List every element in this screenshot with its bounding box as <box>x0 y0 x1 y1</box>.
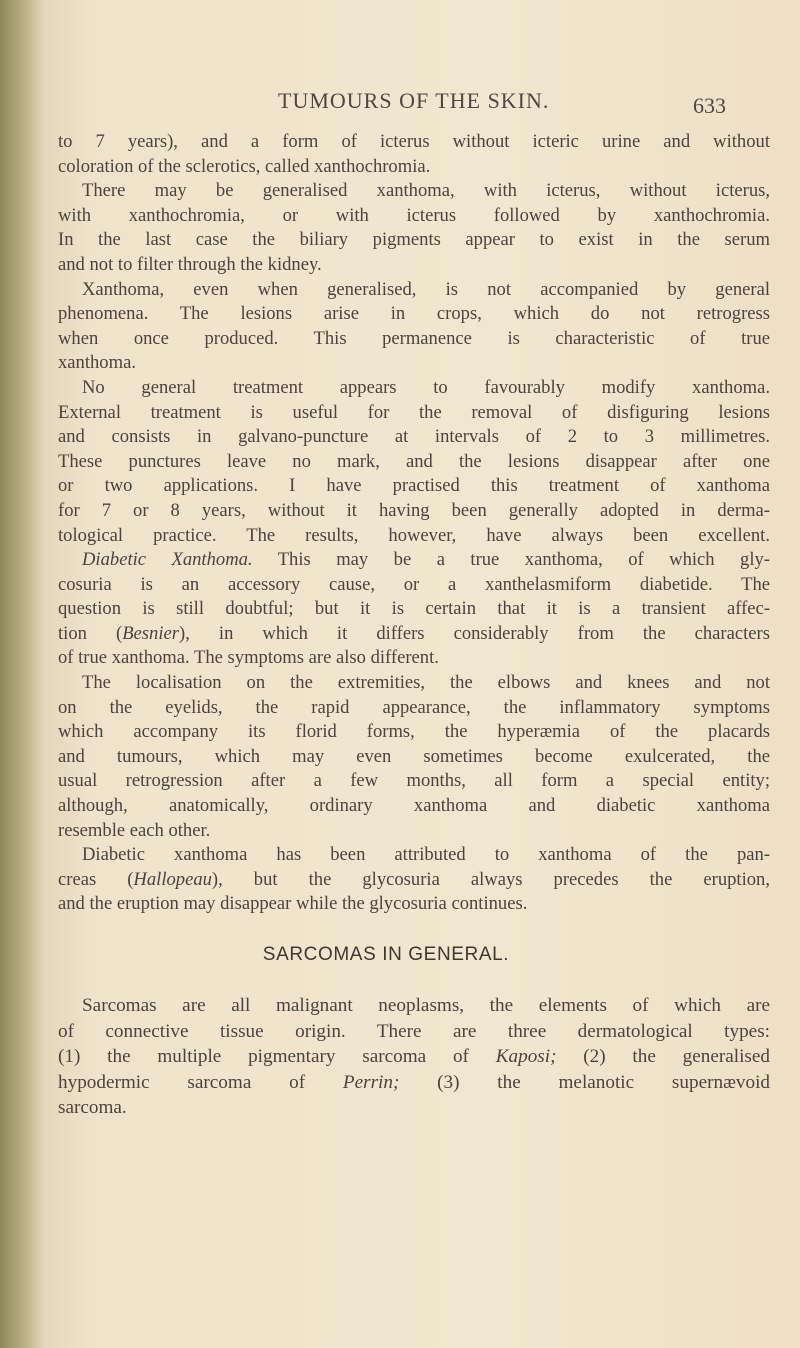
page-number: 633 <box>693 93 726 118</box>
text-run: which accompany its florid forms, the hyperæmia of the placards <box>58 721 770 743</box>
text-line <box>58 474 770 499</box>
text-run: on the eyelids, the rapid appearance, the inflammatory symptoms <box>58 696 770 718</box>
text-run: and tumours, which may even sometimes become exulcerated, the <box>58 745 770 767</box>
text-run: (3) the melanotic supernævoid <box>399 1071 770 1093</box>
text-run: of connective tissue origin. There are three dermatological types: <box>58 1020 770 1042</box>
text-line <box>58 204 770 229</box>
text-run: These punctures leave no mark, and the lesions disappear after one <box>58 450 770 472</box>
text-run: tion ( <box>58 622 123 644</box>
text-run: coloration of the sclerotics, called xanthochromia. <box>58 155 431 177</box>
text-run: ), but the glycosuria always precedes the eruption, <box>211 868 770 890</box>
text-run: of true xanthoma. The symptoms are also different. <box>58 647 439 669</box>
text-line <box>58 892 770 917</box>
text-run: tological practice. The results, however, have always been excellent. <box>58 524 770 546</box>
text-line <box>58 1044 770 1070</box>
text-run: External treatment is useful for the removal of disfiguring lesions <box>58 401 770 423</box>
text-line <box>58 499 770 524</box>
book-spine-edge <box>0 0 46 1348</box>
text-line <box>58 327 770 352</box>
text-run: and the eruption may disappear while the glycosuria continues. <box>58 893 528 915</box>
text-run: to 7 years), and a form of icterus without icteric urine and without <box>58 131 770 152</box>
text-run: or two applications. I have practised this treatment of xanthoma <box>58 475 770 497</box>
text-line <box>58 376 770 401</box>
text-line <box>58 524 770 549</box>
text-run: usual retrogression after a few months, all form a special entity; <box>58 770 770 792</box>
text-line <box>58 622 770 647</box>
italic-text: Kaposi; <box>495 1046 557 1068</box>
text-run: although, anatomically, ordinary xanthoma and diabetic xanthoma <box>58 795 770 817</box>
text-run: In the last case the biliary pigments appear to exist in the serum <box>58 229 770 251</box>
text-run: Diabetic xanthoma has been attributed to xanthoma of the pan- <box>82 844 770 866</box>
text-line <box>58 597 770 622</box>
italic-text: Perrin; <box>342 1071 400 1093</box>
section-xanthoma <box>58 130 770 917</box>
text-line <box>58 696 770 721</box>
text-line <box>58 228 770 253</box>
text-line <box>58 573 770 598</box>
text-line <box>58 425 770 450</box>
text-run: hypodermic sarcoma of <box>58 1071 343 1093</box>
text-line <box>58 745 770 770</box>
text-line <box>58 548 770 573</box>
text-line <box>58 401 770 426</box>
text-run: for 7 or 8 years, without it having been generally adopted in derma- <box>58 499 770 521</box>
text-line <box>58 179 770 204</box>
italic-text: Diabetic Xanthoma. <box>82 549 253 571</box>
text-line <box>58 819 770 844</box>
text-line <box>58 720 770 745</box>
text-line <box>58 302 770 327</box>
running-header: TUMOURS OF THE SKIN. <box>278 88 550 113</box>
text-run: The localisation on the extremities, the elbows and knees and not <box>82 672 770 694</box>
text-line <box>58 155 770 180</box>
text-run: xanthoma. <box>58 352 136 374</box>
text-run: cosuria is an accessory cause, or a xanthelasmiform diabetide. The <box>58 573 770 595</box>
text-run: (1) the multiple pigmentary sarcoma of <box>58 1046 496 1068</box>
text-line <box>58 1070 770 1096</box>
italic-text: Besnier <box>122 622 179 644</box>
text-line <box>58 769 770 794</box>
text-run: This may be a true xanthoma, of which gly- <box>252 549 770 571</box>
text-run: (2) the generalised <box>556 1046 770 1068</box>
text-line <box>58 1095 770 1121</box>
text-line <box>58 671 770 696</box>
text-run: when once produced. This permanence is characteristic of true <box>58 327 770 349</box>
text-run: Xanthoma, even when generalised, is not accompanied by general <box>82 278 770 300</box>
text-run: creas ( <box>58 868 134 890</box>
text-run: ), in which it differs considerably from the characters <box>179 622 770 644</box>
text-line <box>58 843 770 868</box>
text-body <box>58 130 770 1121</box>
text-run: and not to filter through the kidney. <box>58 253 322 275</box>
text-run: Sarcomas are all malignant neoplasms, the elements of which are <box>82 995 770 1016</box>
section-heading: SARCOMAS IN GENERAL. <box>262 944 510 965</box>
text-line <box>58 253 770 278</box>
text-run: No general treatment appears to favourably modify xanthoma. <box>82 376 770 398</box>
text-run: question is still doubtful; but it is certain that it is a transient affec- <box>58 598 770 620</box>
text-line <box>58 794 770 819</box>
text-line <box>58 130 770 155</box>
text-run: phenomena. The lesions arise in crops, which do not retrogress <box>58 303 770 325</box>
text-run: sarcoma. <box>58 1097 127 1119</box>
italic-text: Hallopeau <box>133 868 212 890</box>
text-line <box>58 351 770 376</box>
section-sarcomas <box>58 993 770 1121</box>
text-line <box>58 868 770 893</box>
text-run: There may be generalised xanthoma, with icterus, without icterus, <box>82 180 770 202</box>
text-run: resemble each other. <box>58 819 211 841</box>
text-line <box>58 993 770 1019</box>
text-line <box>58 278 770 303</box>
text-run: with xanthochromia, or with icterus followed by xanthochromia. <box>58 204 770 226</box>
text-line <box>58 1019 770 1045</box>
text-run: and consists in galvano-puncture at intervals of 2 to 3 millimetres. <box>58 426 770 448</box>
text-line <box>58 450 770 475</box>
text-line <box>58 646 770 671</box>
